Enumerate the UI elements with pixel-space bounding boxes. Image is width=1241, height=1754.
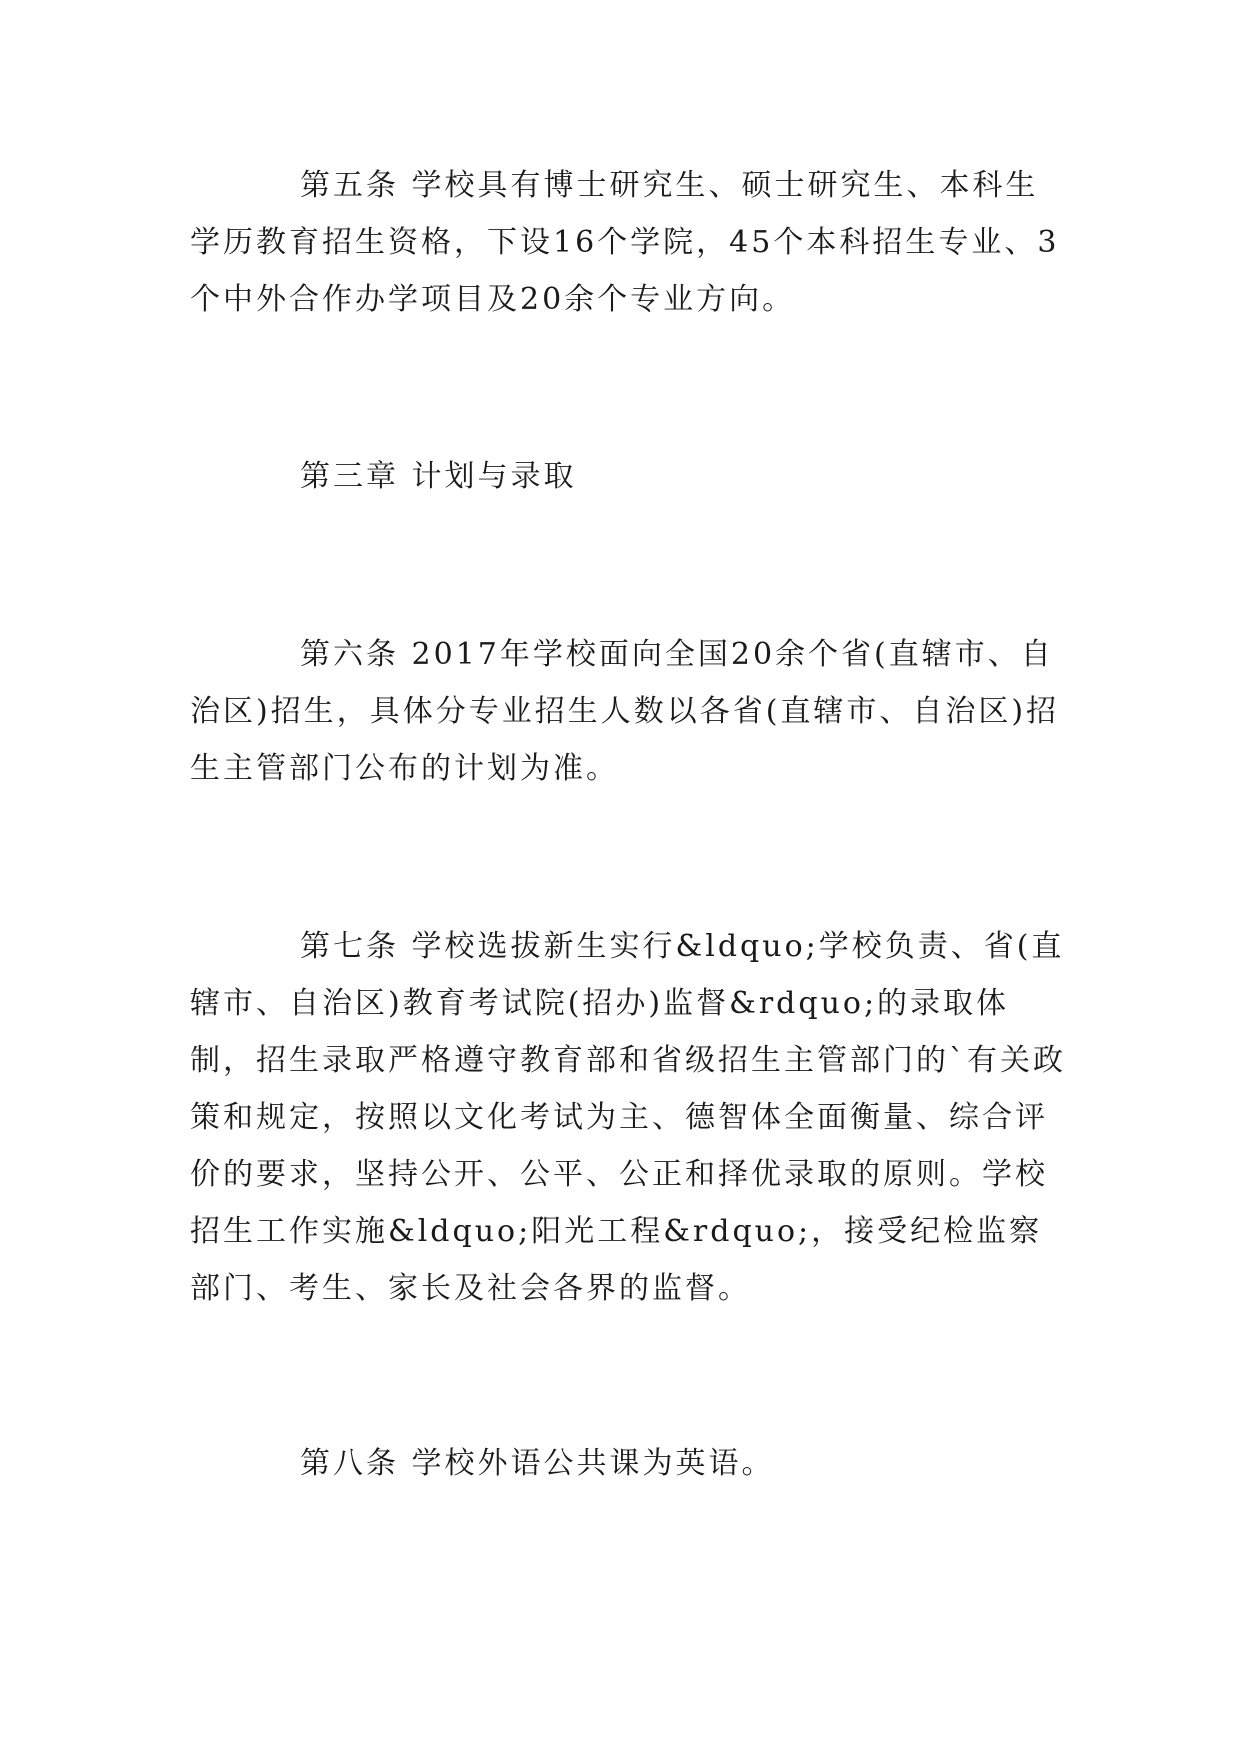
article-5-paragraph: 第五条 学校具有博士研究生、硕士研究生、本科生学历教育招生资格，下设16个学院，45个本科招生专业、3个中外合作办学项目及20余个专业方向。 xyxy=(190,168,1060,317)
article-8-paragraph: 第八条 学校外语公共课为英语。 xyxy=(300,1446,775,1481)
article-6-paragraph: 第六条 2017年学校面向全国20余个省(直辖市、自治区)招生，具体分专业招生人数以各省(直辖市、自治区)招生主管部门公布的计划为准。 xyxy=(190,637,1060,786)
article-7-paragraph: 第七条 学校选拔新生实行&ldquo;学校负责、省(直辖市、自治区)教育考试院(招办)监督&rdquo;的录取体制，招生录取严格遵守教育部和省级招生主管部门的`有关政策和规定，按照以文化考试为主、德智体全面衡量、综合评价的要求，坚持公开、公平、公正和择优录取的原则。学校招生工作实施&ldquo;阳光工程&rdquo;，接受纪检监察部门、考生、家长及社会各界的监督。 xyxy=(190,929,1066,1306)
chapter-3-heading: 第三章 计划与录取 xyxy=(300,459,577,494)
